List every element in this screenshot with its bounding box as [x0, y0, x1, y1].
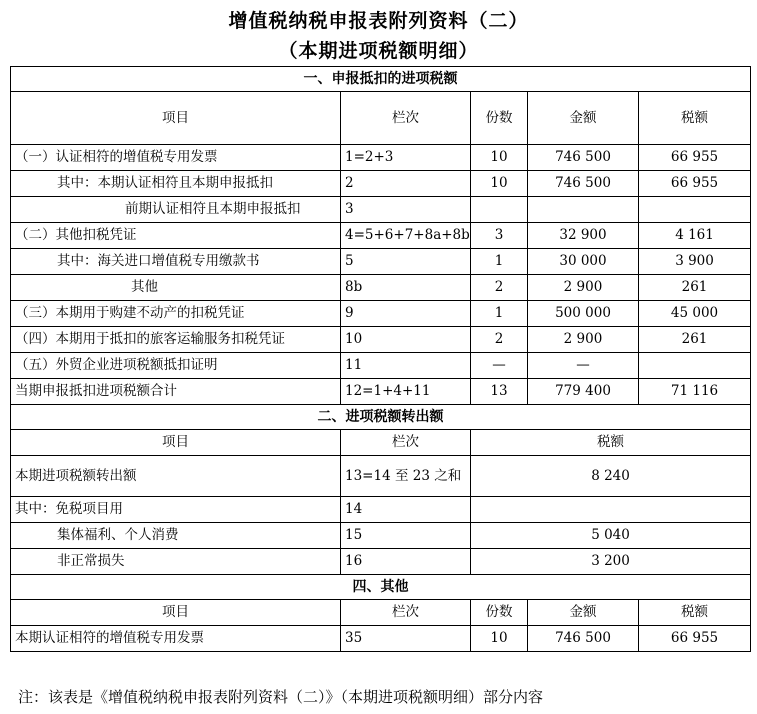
row-item: 本期进项税额转出额 — [11, 456, 341, 497]
row-tax: 66 955 — [639, 145, 751, 171]
table-row — [11, 379, 751, 405]
header-amount: 金额 — [528, 600, 639, 626]
row-count: 3 — [471, 223, 528, 249]
row-count: 10 — [471, 171, 528, 197]
row-line: 5 — [341, 249, 471, 275]
row-item: 其他 — [11, 275, 341, 301]
table-row — [11, 171, 751, 197]
row-amount: 2 900 — [528, 275, 639, 301]
table-row — [11, 301, 751, 327]
row-amount: 500 000 — [528, 301, 639, 327]
row-line: 11 — [341, 353, 471, 379]
row-item: （一）认证相符的增值税专用发票 — [11, 145, 341, 171]
row-line: 12=1+4+11 — [341, 379, 471, 405]
row-amount: 32 900 — [528, 223, 639, 249]
row-tax — [639, 197, 751, 223]
form-subtitle: （本期进项税额明细） — [278, 40, 479, 62]
row-amount: 746 500 — [528, 145, 639, 171]
row-tax: 66 955 — [639, 626, 751, 652]
table-row — [11, 145, 751, 171]
row-tax: 4 161 — [639, 223, 751, 249]
row-tax: 5 040 — [471, 523, 751, 549]
table-row — [11, 275, 751, 301]
table-row — [11, 353, 751, 379]
row-tax — [639, 353, 751, 379]
section4-heading: 四、其他 — [11, 575, 751, 600]
row-line: 2 — [341, 171, 471, 197]
row-tax: 45 000 — [639, 301, 751, 327]
header-amount: 金额 — [528, 92, 639, 145]
row-tax: 71 116 — [639, 379, 751, 405]
row-tax — [471, 497, 751, 523]
row-line: 13=14 至 23 之和 — [341, 456, 471, 497]
row-tax: 66 955 — [639, 171, 751, 197]
header-tax: 税额 — [471, 430, 751, 456]
section2-heading: 二、进项税额转出额 — [11, 405, 751, 430]
row-item: 本期认证相符的增值税专用发票 — [11, 626, 341, 652]
row-amount: 30 000 — [528, 249, 639, 275]
header-item: 项目 — [11, 600, 341, 626]
row-count: 2 — [471, 327, 528, 353]
row-count: 2 — [471, 275, 528, 301]
row-item: 其中：免税项目用 — [11, 497, 341, 523]
row-line: 9 — [341, 301, 471, 327]
row-line: 16 — [341, 549, 471, 575]
column-header-row — [11, 430, 751, 456]
header-item: 项目 — [11, 430, 341, 456]
header-line: 栏次 — [341, 430, 471, 456]
row-count: — — [471, 353, 528, 379]
footnote: 注：该表是《增值税纳税申报表附列资料（二）》（本期进项税额明细）部分内容 — [18, 688, 544, 706]
row-amount: 2 900 — [528, 327, 639, 353]
table-row — [11, 456, 751, 497]
column-header-row — [11, 92, 751, 145]
row-tax: 261 — [639, 327, 751, 353]
row-item: 当期申报抵扣进项税额合计 — [11, 379, 341, 405]
header-line: 栏次 — [341, 92, 471, 145]
row-item: 非正常损失 — [11, 549, 341, 575]
row-item: （二）其他扣税凭证 — [11, 223, 341, 249]
row-tax: 261 — [639, 275, 751, 301]
row-count: 1 — [471, 301, 528, 327]
table-row — [11, 223, 751, 249]
header-count: 份数 — [471, 92, 528, 145]
row-count: 13 — [471, 379, 528, 405]
row-line: 1=2+3 — [341, 145, 471, 171]
row-item: （三）本期用于购建不动产的扣税凭证 — [11, 301, 341, 327]
header-item: 项目 — [11, 92, 341, 145]
form-title: 增值税纳税申报表附列资料（二） — [228, 10, 529, 32]
header-tax: 税额 — [639, 600, 751, 626]
row-count: 10 — [471, 145, 528, 171]
table-row — [11, 327, 751, 353]
row-line: 14 — [341, 497, 471, 523]
row-tax: 3 900 — [639, 249, 751, 275]
row-count — [471, 197, 528, 223]
row-amount: 746 500 — [528, 171, 639, 197]
row-tax: 3 200 — [471, 549, 751, 575]
table-row — [11, 523, 751, 549]
table-row — [11, 549, 751, 575]
row-item: 其中：海关进口增值税专用缴款书 — [11, 249, 341, 275]
row-line: 3 — [341, 197, 471, 223]
row-amount: 779 400 — [528, 379, 639, 405]
row-line: 4=5+6+7+8a+8b — [341, 223, 471, 249]
table-row — [11, 497, 751, 523]
column-header-row — [11, 600, 751, 626]
row-count: 1 — [471, 249, 528, 275]
section-header-row — [11, 67, 751, 92]
section-header-row — [11, 575, 751, 600]
row-line: 8b — [341, 275, 471, 301]
row-line: 10 — [341, 327, 471, 353]
row-amount — [528, 197, 639, 223]
row-item: 集体福利、个人消费 — [11, 523, 341, 549]
row-amount: — — [528, 353, 639, 379]
section1-heading: 一、申报抵扣的进项税额 — [11, 67, 751, 92]
row-line: 15 — [341, 523, 471, 549]
input-tax-detail-table — [10, 66, 751, 652]
header-tax: 税额 — [639, 92, 751, 145]
row-item: （五）外贸企业进项税额抵扣证明 — [11, 353, 341, 379]
table-row — [11, 626, 751, 652]
header-line: 栏次 — [341, 600, 471, 626]
row-count: 10 — [471, 626, 528, 652]
row-line: 35 — [341, 626, 471, 652]
row-item: 前期认证相符且本期申报抵扣 — [11, 197, 341, 223]
row-amount: 746 500 — [528, 626, 639, 652]
row-item: （四）本期用于抵扣的旅客运输服务扣税凭证 — [11, 327, 341, 353]
row-item: 其中：本期认证相符且本期申报抵扣 — [11, 171, 341, 197]
table-row — [11, 249, 751, 275]
section-header-row — [11, 405, 751, 430]
table-row — [11, 197, 751, 223]
row-tax: 8 240 — [471, 456, 751, 497]
header-count: 份数 — [471, 600, 528, 626]
